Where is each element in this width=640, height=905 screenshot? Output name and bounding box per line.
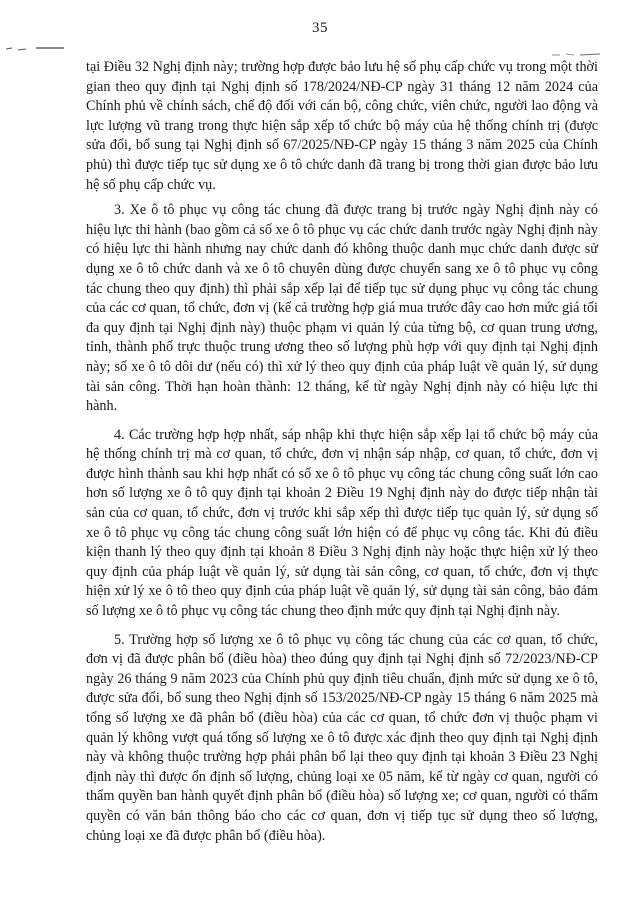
paragraph-clause-4: 4. Các trường hợp hợp nhất, sáp nhập khi thực hiện sắp xếp lại tổ chức bộ máy của hệ thống chính trị mà cơ quan, tổ chức, đơn vị nhận sáp nhập, cơ quan, tổ chức, đơn vị được hình thành sau khi hợp nhất có số xe ô tô phục vụ công tác chung công suất lớn cao hơn số lượng xe ô tô quy định tại khoản 2 Điều 19 Nghị định này do được tiếp nhận tài sản của cơ quan, tổ chức, đơn vị trước khi sắp xếp thì được tiếp tục quản lý, sử dụng số xe ô tô phục vụ công tác chung công suất lớn hiện có để phục vụ công tác. Khi đủ điều kiện thanh lý theo quy định tại khoản 8 Điều 3 Nghị định này hoặc thực hiện xử lý theo quy định của pháp luật về quản lý, sử dụng tài sản công, cơ quan, tổ chức, đơn vị thực hiện xử lý xe ô tô theo quy định của pháp luật về quản lý, sử dụng tài sản công, bảo đảm số lượng xe ô tô phục vụ công tác chung theo định mức quy định tại Nghị định này. xyxy=(86,426,598,620)
paragraph-clause-5: 5. Trường hợp số lượng xe ô tô phục vụ công tác chung của các cơ quan, tổ chức, đơn vị đã được phân bổ (điều hòa) theo đúng quy định tại Nghị định số 72/2023/NĐ-CP ngày 26 tháng 9 năm 2023 của Chính phủ quy định tiêu chuẩn, định mức sử dụng xe ô tô, được sửa đổi, bổ sung theo Nghị định số 153/2025/NĐ-CP ngày 15 tháng 6 năm 2025 mà tổng số lượng xe đã phân bổ (điều hòa) của các cơ quan, tổ chức đơn vị thuộc phạm vi quản lý không vượt quá tổng số lượng xe ô tô được xác định theo quy định tại Nghị định này và không thuộc trường hợp phải phân bổ lại theo quy định tại khoản 3 Điều 23 Nghị định này thì được ổn định số lượng, chủng loại xe 05 năm, kể từ ngày cơ quan, người có thẩm quyền ban hành quyết định phân bổ (điều hòa) số lượng xe; cơ quan, người có thẩm quyền có văn bản thông báo cho các cơ quan, đơn vị tiếp tục sử dụng theo số lượng, chủng loại xe đã được phân bổ (điều hòa). xyxy=(86,631,598,844)
paragraph-continuation: tại Điều 32 Nghị định này; trường hợp được bảo lưu hệ số phụ cấp chức vụ trong một thời gian theo quy định tại Nghị định số 178/2024/NĐ-CP ngày 31 tháng 12 năm 2024 của Chính phủ về chính sách, chế độ đối với cán bộ, công chức, viên chức, người lao động và lực lượng vũ trang trong thực hiện sắp xếp tổ chức bộ máy của hệ thống chính trị (được sửa đổi, bổ sung tại Nghị định số 67/2025/NĐ-CP ngày 15 tháng 3 năm 2025 của Chính phủ) thì được tiếp tục sử dụng xe ô tô chức danh đã trang bị trong thời gian được bảo lưu hệ số phụ cấp chức vụ. xyxy=(86,59,598,193)
scan-artifact-left xyxy=(6,46,66,52)
document-body xyxy=(86,58,598,855)
paragraph-clause-3: 3. Xe ô tô phục vụ công tác chung đã được trang bị trước ngày Nghị định này có hiệu lực thi hành (bao gồm cả số xe ô tô phục vụ các chức danh trước ngày Nghị định này có hiệu lực thi hành nhưng nay chức danh đó không thuộc danh mục chức danh được sử dụng xe ô tô chức danh và xe ô tô chuyên dùng được chuyển sang xe ô tô phục vụ công tác chung theo quy định) thì phải sắp xếp lại để tiếp tục sử dụng phục vụ công tác chung của các cơ quan, tổ chức, đơn vị (kể cả trường hợp giá mua trước đây cao hơn mức giá tối đa quy định tại Nghị định này) thuộc phạm vi quản lý của từng bộ, cơ quan trung ương, tỉnh, thành phố trực thuộc trung ương theo số lượng phù hợp với quy định tại Nghị định này; số xe ô tô dôi dư (nếu có) thì xử lý theo quy định của pháp luật về quản lý, sử dụng tài sản công. Thời hạn hoàn thành: 12 tháng, kể từ ngày Nghị định này có hiệu lực thi hành. xyxy=(86,202,598,415)
page-number: 35 xyxy=(312,20,328,36)
